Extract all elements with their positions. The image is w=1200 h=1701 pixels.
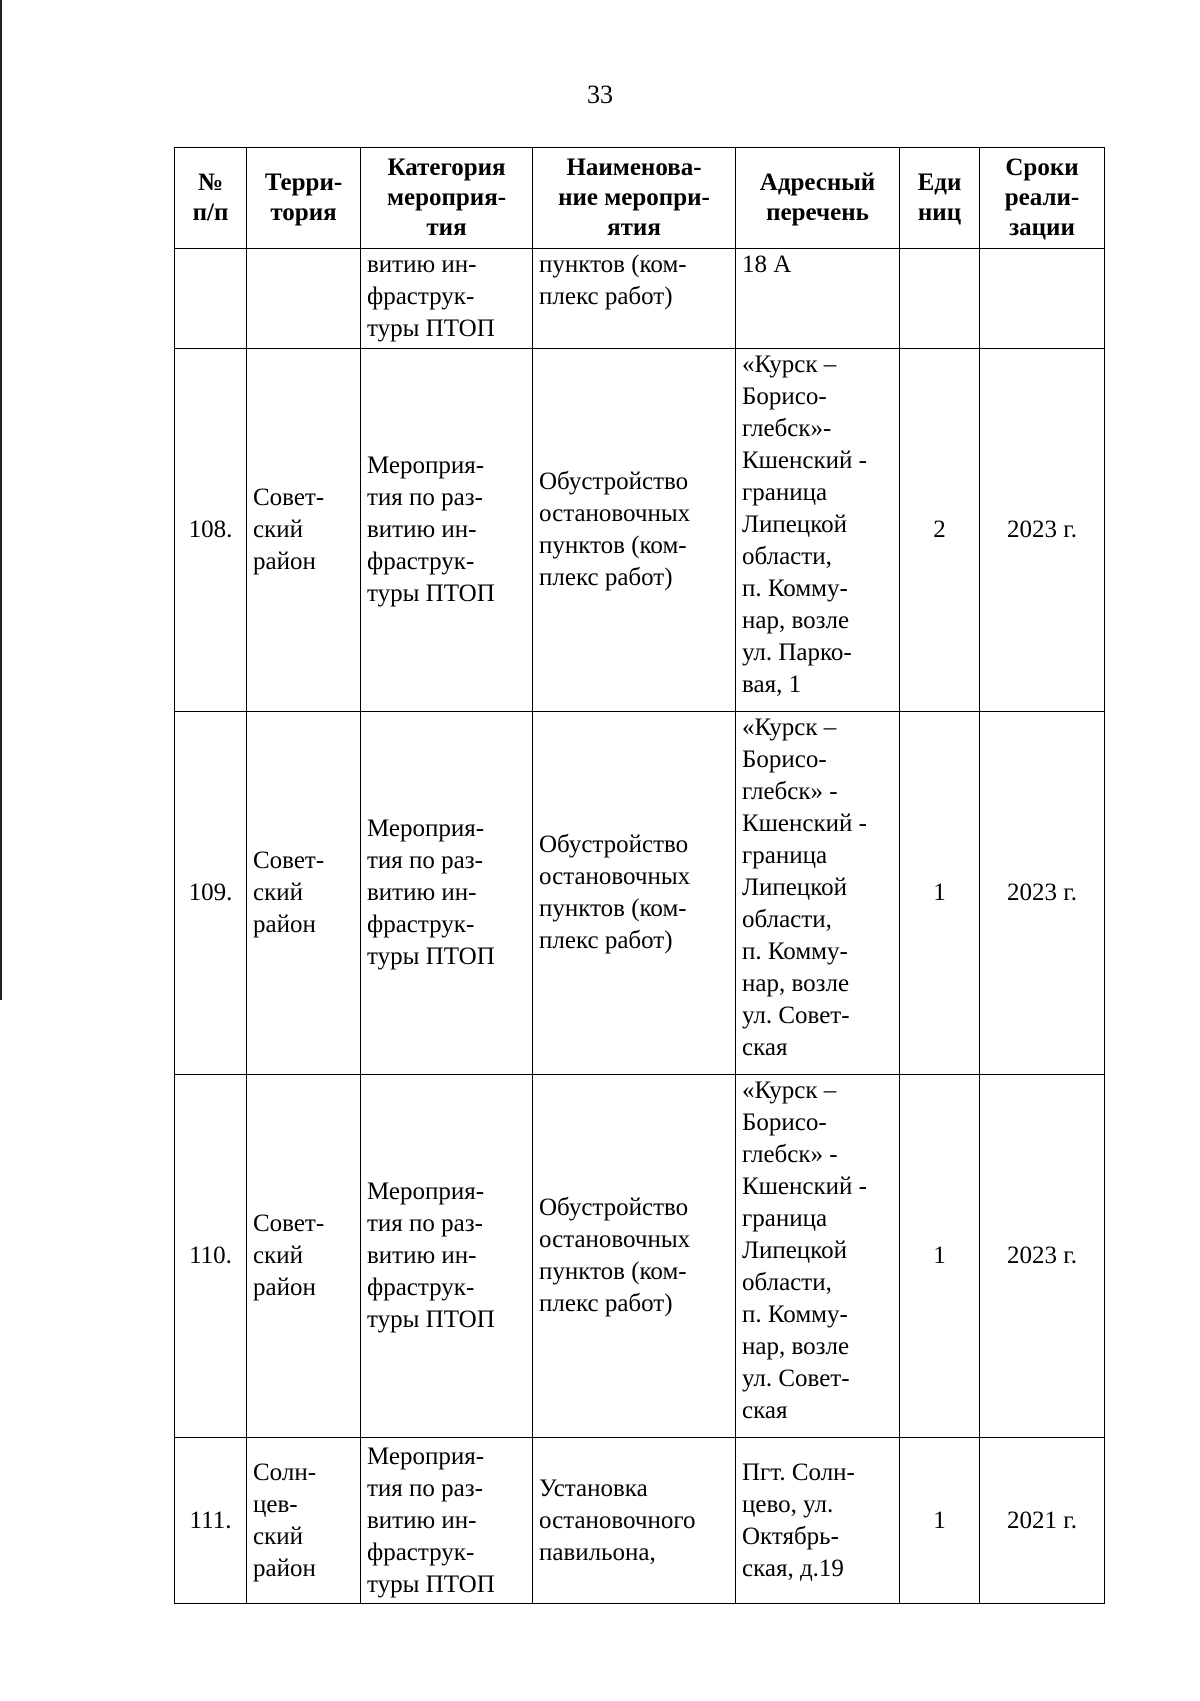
cell-name: Обустройство остановочных пунктов (ком- плекс работ) — [533, 712, 736, 1075]
cell-number: 111. — [175, 1438, 247, 1604]
cell-units: 2 — [900, 349, 980, 712]
page-number: 33 — [587, 80, 613, 109]
cell-territory: Совет- ский район — [247, 349, 361, 712]
cell-deadline: 2023 г. — [980, 712, 1105, 1075]
cell-units: 1 — [900, 1438, 980, 1604]
table-row — [175, 1438, 1105, 1604]
header-number: № п/п — [175, 148, 247, 249]
cell-deadline: 2023 г. — [980, 349, 1105, 712]
cell-category: Мероприя- тия по раз- витию ин- фраструк- туры ПТОП — [361, 349, 533, 712]
table-row — [175, 1075, 1105, 1438]
table-row — [175, 712, 1105, 1075]
cell-units: 1 — [900, 1075, 980, 1438]
cell-number: 109. — [175, 712, 247, 1075]
cell-deadline: 2021 г. — [980, 1438, 1105, 1604]
table-header-row — [175, 148, 1105, 249]
cell-territory: Солн- цев- ский район — [247, 1438, 361, 1604]
header-units: Еди ниц — [900, 148, 980, 249]
header-name: Наименова- ние меропри- ятия — [533, 148, 736, 249]
cell-address: 18 А — [736, 249, 900, 349]
header-territory: Терри- тория — [247, 148, 361, 249]
cell-address: «Курск – Борисо- глебск»- Кшенский - граница Липецкой области, п. Комму- нар, возле ул. Парко- вая, 1 — [736, 349, 900, 712]
cell-deadline — [980, 249, 1105, 349]
measures-table — [174, 147, 1105, 1604]
cell-name: Обустройство остановочных пунктов (ком- плекс работ) — [533, 349, 736, 712]
cell-number — [175, 249, 247, 349]
cell-units — [900, 249, 980, 349]
cell-name: Установка остановочного павильона, — [533, 1438, 736, 1604]
cell-name: пунктов (ком- плекс работ) — [533, 249, 736, 349]
cell-territory: Совет- ский район — [247, 712, 361, 1075]
cell-address: «Курск – Борисо- глебск» - Кшенский - граница Липецкой области, п. Комму- нар, возле ул. Совет- ская — [736, 1075, 900, 1438]
cell-units: 1 — [900, 712, 980, 1075]
scan-edge — [0, 0, 2, 1000]
table-row — [175, 249, 1105, 349]
header-deadline: Сроки реали- зации — [980, 148, 1105, 249]
cell-category: Мероприя- тия по раз- витию ин- фраструк- туры ПТОП — [361, 1075, 533, 1438]
header-address: Адресный перечень — [736, 148, 900, 249]
cell-territory — [247, 249, 361, 349]
cell-address: «Курск – Борисо- глебск» - Кшенский - граница Липецкой области, п. Комму- нар, возле ул. Совет- ская — [736, 712, 900, 1075]
cell-territory: Совет- ский район — [247, 1075, 361, 1438]
cell-deadline: 2023 г. — [980, 1075, 1105, 1438]
cell-category: Мероприя- тия по раз- витию ин- фраструк- туры ПТОП — [361, 712, 533, 1075]
cell-address: Пгт. Солн- цево, ул. Октябрь- ская, д.19 — [736, 1438, 900, 1604]
cell-number: 108. — [175, 349, 247, 712]
cell-number: 110. — [175, 1075, 247, 1438]
table-row — [175, 349, 1105, 712]
cell-name: Обустройство остановочных пунктов (ком- плекс работ) — [533, 1075, 736, 1438]
header-category: Категория мероприя- тия — [361, 148, 533, 249]
cell-category: Мероприя- тия по раз- витию ин- фраструк- туры ПТОП — [361, 1438, 533, 1604]
cell-category: витию ин- фраструк- туры ПТОП — [361, 249, 533, 349]
